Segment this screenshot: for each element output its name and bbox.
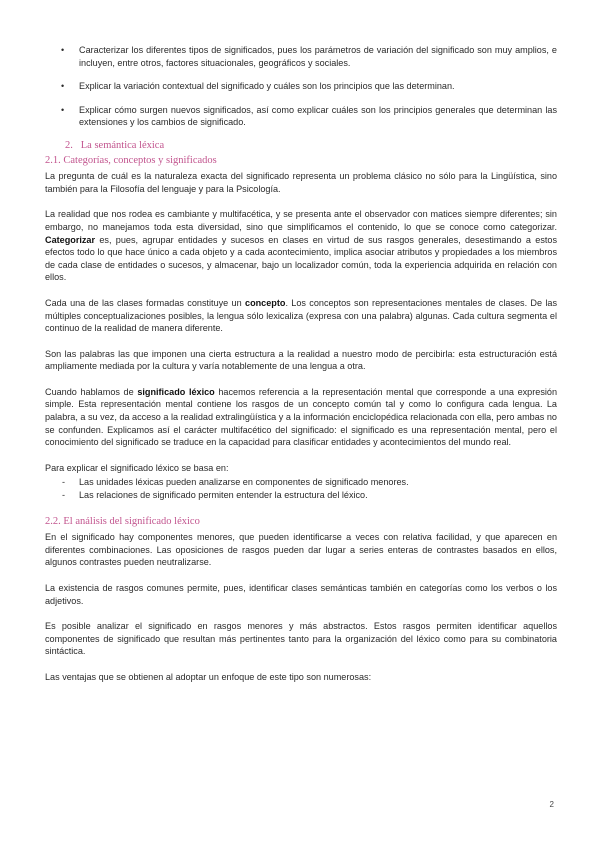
subsection-heading-2-2: 2.2. El análisis del significado léxico <box>45 515 200 527</box>
paragraph: Son las palabras las que imponen una cierta estructura a la realidad a nuestro modo de percibirla: esta estructuración está ampliamente mediada por la cultura y varía notablemente de una lengua a otra. <box>45 348 557 372</box>
paragraph: En el significado hay componentes menores, que pueden identificarse a veces con relativa facilidad, y que aparecen en diferentes combinaciones. Las oposiciones de rasgos pueden dar lugar a series enteras de contrastes basados en ellos, algunos contrastes pueden neutralizarse. <box>45 532 557 568</box>
paragraph: La existencia de rasgos comunes permite, pues, identificar clases semánticas también en categorías como los verbos o los adjetivos. <box>45 583 557 606</box>
bullet-icon: • <box>61 45 65 55</box>
list-item: • Caracterizar los diferentes tipos de significados, pues los parámetros de variación del significado son muy amplios, e incluyen, entre otros, factores situacionales, geográficos y sociales. <box>61 45 557 68</box>
list-item: - Las relaciones de significado permiten entender la estructura del léxico. <box>62 490 368 501</box>
dash-icon: - <box>62 490 66 501</box>
page-content <box>45 44 557 697</box>
paragraph: Las ventajas que se obtienen al adoptar un enfoque de este tipo son numerosas: <box>45 671 372 682</box>
paragraph: Para explicar el significado léxico se basa en: <box>45 462 229 473</box>
paragraph: La realidad que nos rodea es cambiante y multifacética, y se presenta ante el observador con matices siempre diferentes; sin embargo, no manejamos toda esta diversidad, sino que simplificamos el contenido, lo que se conoce como categorizar. Categorizar es, pues, agrupar entidades y sucesos en clases en virtud de sus rasgos generales, desestimando a estos efectos todo lo que hace único a cada objeto y a cada acontecimiento, implica asociar atributos y propiedades a los miembros de cada clase de entidades o sucesos, y almacenar, bajo un localizador común, toda la experiencia adquirida en relación con ellos. <box>45 209 557 283</box>
paragraph: Es posible analizar el significado en rasgos menores y más abstractos. Estos rasgos permiten identificar aquellos componentes de significado que resultan más pertinentes tanto para la organización del léxico como para su combinatoria sintáctica. <box>45 621 557 657</box>
paragraph: Cuando hablamos de significado léxico hacemos referencia a la representación mental que corresponde a una expresión simple. Esta representación mental contiene los rasgos de un concepto común tal y como lo configura cada lengua. La palabra, a su vez, da acceso a la realidad extralingüística y a la información enciclopédica relacionada con ella, pero ambas no se confunden. Explicamos así el carácter multifacético del significado: el significado es una representación mental, pero el conocimiento del significado se traduce en la capacidad para clasificar entidades y acontecimientos del mundo real. <box>45 386 558 448</box>
list-item: • Explicar cómo surgen nuevos significados, así como explicar cuáles son los principios generales que determinan las extensiones y los cambios de significado. <box>61 104 557 128</box>
bold-term: concepto <box>245 297 286 308</box>
dash-icon: - <box>62 477 66 488</box>
list-item: - Las unidades léxicas pueden analizarse en componentes de significado menores. <box>62 477 409 488</box>
bullet-icon: • <box>61 81 65 92</box>
list-item: • Explicar la variación contextual del significado y cuáles son los principios que las determinan. <box>61 81 455 92</box>
section-heading: 2. La semántica léxica <box>65 139 165 151</box>
subsection-heading-2-1: 2.1. Categorías, conceptos y significados <box>45 154 217 166</box>
bold-term: Categorizar <box>45 234 96 245</box>
page-number: 2 <box>549 800 554 809</box>
paragraph: Cada una de las clases formadas constituye un concepto. Los conceptos son representaciones mentales de clases. De las múltiples conceptualizaciones posibles, la lengua sólo lexicaliza (expresa con una palabra) algunas. Cada cultura segmenta el continuo de la realidad de manera diferente. <box>45 297 558 334</box>
bold-term: significado léxico <box>137 386 215 397</box>
objectives-list <box>45 44 557 129</box>
bullet-icon: • <box>61 104 65 115</box>
basis-list <box>45 476 557 501</box>
paragraph: La pregunta de cuál es la naturaleza exacta del significado representa un problema clásico no sólo para la Lingüística, sino también para la Filosofía del lenguaje y para la Psicología. <box>45 171 557 194</box>
